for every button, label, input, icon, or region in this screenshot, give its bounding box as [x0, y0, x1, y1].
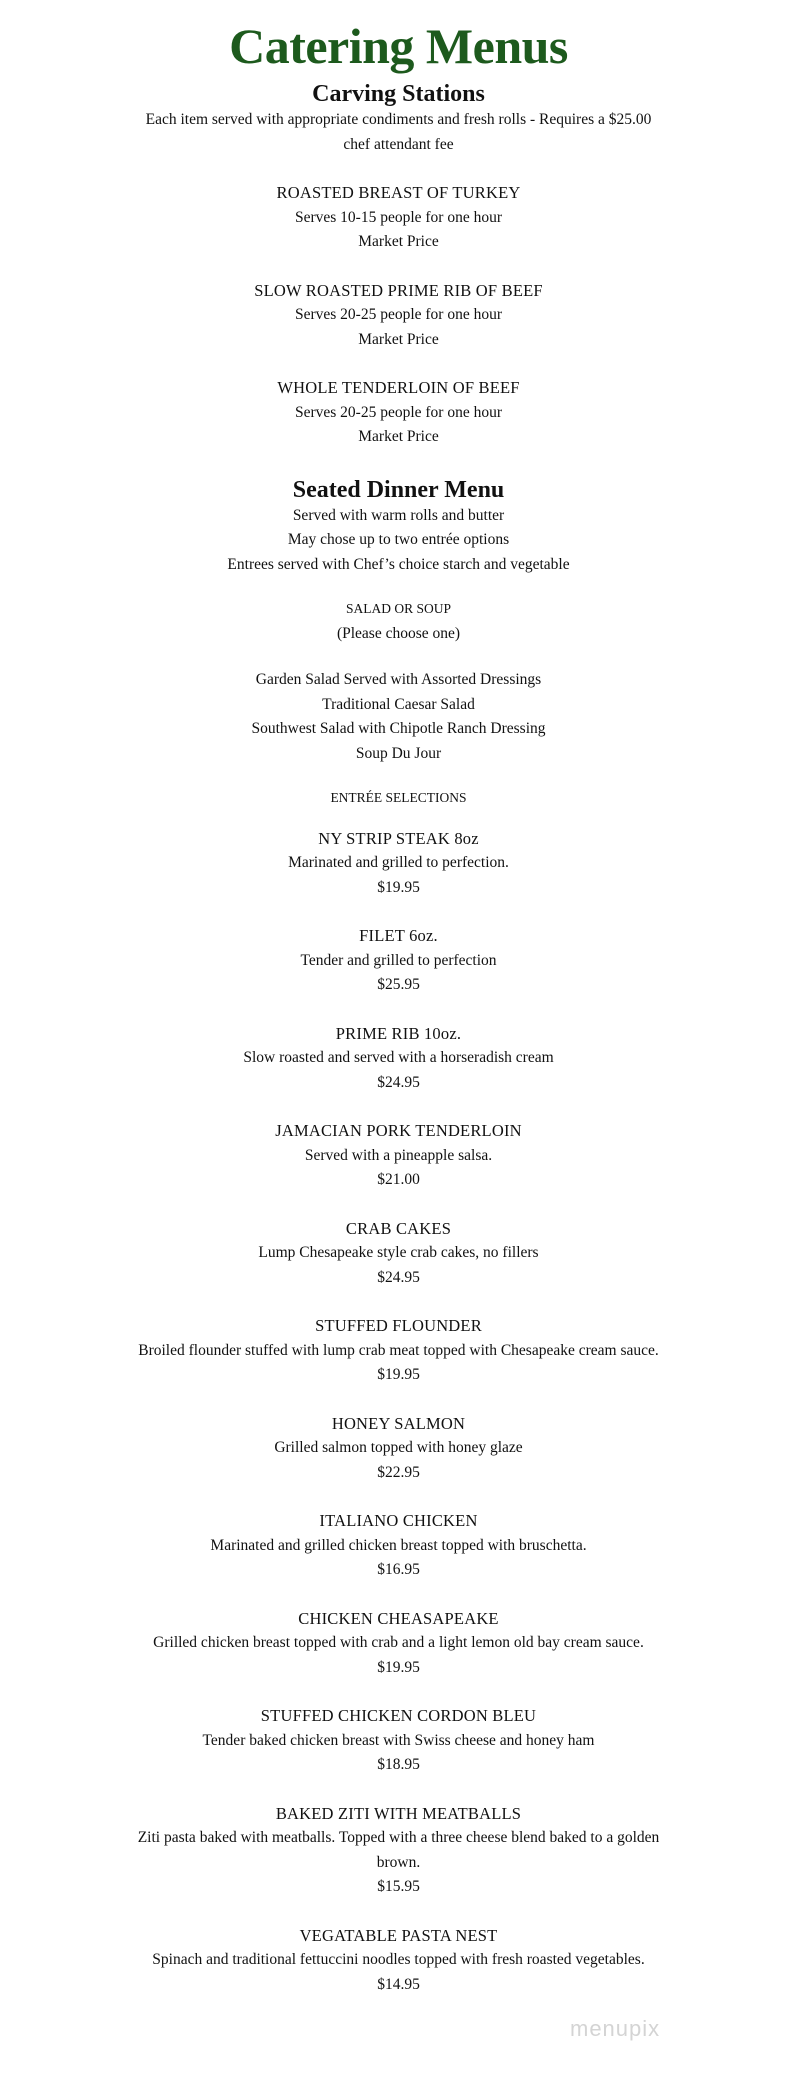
entree-description: Spinach and traditional fettuccini noodles topped with fresh roasted vegetables.: [152, 1951, 645, 1968]
entree-name: CRAB CAKES: [345, 1218, 452, 1238]
entree-price: $15.95: [377, 1878, 420, 1895]
entree-item: [0, 827, 797, 901]
entree-item: [0, 1022, 797, 1096]
entree-item: [0, 1217, 797, 1291]
list-item: Traditional Caesar Salad: [322, 695, 475, 713]
seated-intro-line-1: Served with warm rolls and butter: [292, 506, 505, 524]
entree-description: Tender baked chicken breast with Swiss cheese and honey ham: [202, 1731, 595, 1749]
carving-item-price: Market Price: [358, 233, 439, 250]
entree-item: [0, 1119, 797, 1193]
carving-intro-line-2: chef attendant fee: [343, 135, 454, 153]
entree-description: Grilled chicken breast topped with crab and a light lemon old bay cream sauce.: [153, 1634, 644, 1651]
entree-description: Ziti pasta baked with meatballs. Topped with a three cheese blend baked to a golden: [137, 1829, 660, 1846]
entree-item: [0, 1412, 797, 1486]
entree-name: PRIME RIB 10oz.: [335, 1023, 462, 1043]
entree-name: ITALIANO CHICKEN: [319, 1511, 478, 1530]
entree-description: Broiled flounder stuffed with lump crab meat topped with Chesapeake cream sauce.: [138, 1341, 659, 1359]
entree-price: $18.95: [377, 1756, 420, 1773]
list-item: Southwest Salad with Chipotle Ranch Dressing: [251, 720, 546, 737]
entree-description: Lump Chesapeake style crab cakes, no fillers: [258, 1244, 539, 1261]
seated-intro-line-3: Entrees served with Chef’s choice starch and vegetable: [227, 555, 570, 573]
entree-price: $14.95: [377, 1975, 420, 1993]
salad-or-soup-heading: SALAD OR SOUP: [345, 601, 452, 616]
entree-description: Marinated and grilled chicken breast topped with bruschetta.: [210, 1536, 587, 1554]
entree-name: HONEY SALMON: [331, 1413, 466, 1433]
carving-item: [0, 181, 797, 255]
carving-item: [0, 279, 797, 353]
entree-description-cont: brown.: [376, 1853, 421, 1871]
entree-item: [0, 1802, 797, 1900]
entree-description: Slow roasted and served with a horseradish cream: [243, 1049, 554, 1066]
entree-price: $22.95: [377, 1463, 420, 1481]
entree-description: Tender and grilled to perfection: [300, 951, 497, 969]
entree-price: $21.00: [377, 1171, 420, 1188]
entree-item: [0, 1314, 797, 1388]
entree-description: Marinated and grilled to perfection.: [288, 854, 509, 871]
menupix-watermark: menupix: [570, 2016, 661, 2041]
carving-item-price: Market Price: [358, 330, 439, 348]
carving-item-name: ROASTED BREAST OF TURKEY: [276, 183, 521, 202]
entree-name: CHICKEN CHEASAPEAKE: [298, 1608, 499, 1628]
seated-intro-line-2: May chose up to two entrée options: [287, 531, 510, 548]
entree-price: $19.95: [377, 1658, 420, 1676]
carving-intro-line-1: Each item served with appropriate condiments and fresh rolls - Requires a $25.00: [145, 111, 652, 128]
carving-item: [0, 376, 797, 450]
entree-name: FILET 6oz.: [359, 926, 438, 945]
entree-selections-heading: ENTRÉE SELECTIONS: [330, 790, 467, 805]
entree-description: Grilled salmon topped with honey glaze: [274, 1439, 523, 1456]
entree-price: $24.95: [377, 1073, 420, 1091]
carving-item-serves: Serves 10-15 people for one hour: [294, 208, 503, 226]
entree-price: $19.95: [377, 878, 420, 896]
salad-note: (Please choose one): [336, 624, 461, 642]
entree-name: VEGATABLE PASTA NEST: [299, 1925, 498, 1945]
entree-description: Served with a pineapple salsa.: [304, 1146, 493, 1164]
salad-list: [0, 668, 797, 766]
list-item: Garden Salad Served with Assorted Dressings: [255, 671, 542, 688]
carving-item-name: WHOLE TENDERLOIN OF BEEF: [277, 378, 520, 397]
menu-page: [0, 20, 797, 1997]
entree-item: [0, 1607, 797, 1681]
entree-name: STUFFED CHICKEN CORDON BLEU: [260, 1706, 537, 1725]
entree-item: [0, 1924, 797, 1998]
carving-stations-heading: Carving Stations: [312, 81, 485, 107]
entree-name: NY STRIP STEAK 8oz: [318, 828, 479, 848]
entree-name: BAKED ZITI WITH MEATBALLS: [275, 1803, 522, 1823]
entree-name: JAMACIAN PORK TENDERLOIN: [275, 1121, 522, 1140]
entree-price: $24.95: [377, 1268, 420, 1286]
carving-item-serves: Serves 20-25 people for one hour: [294, 403, 503, 421]
entree-price: $25.95: [377, 976, 420, 993]
carving-item-serves: Serves 20-25 people for one hour: [294, 306, 503, 323]
seated-dinner-heading: Seated Dinner Menu: [292, 476, 505, 503]
entree-price: $19.95: [377, 1366, 420, 1383]
carving-item-name: SLOW ROASTED PRIME RIB OF BEEF: [254, 280, 543, 300]
carving-item-price: Market Price: [358, 428, 439, 445]
list-item: Soup Du Jour: [355, 744, 442, 762]
entree-name: STUFFED FLOUNDER: [315, 1316, 482, 1335]
entree-item: [0, 924, 797, 998]
entree-price: $16.95: [377, 1561, 420, 1578]
page-title: Catering Menus: [229, 18, 568, 74]
entree-item: [0, 1704, 797, 1778]
entree-item: [0, 1509, 797, 1583]
